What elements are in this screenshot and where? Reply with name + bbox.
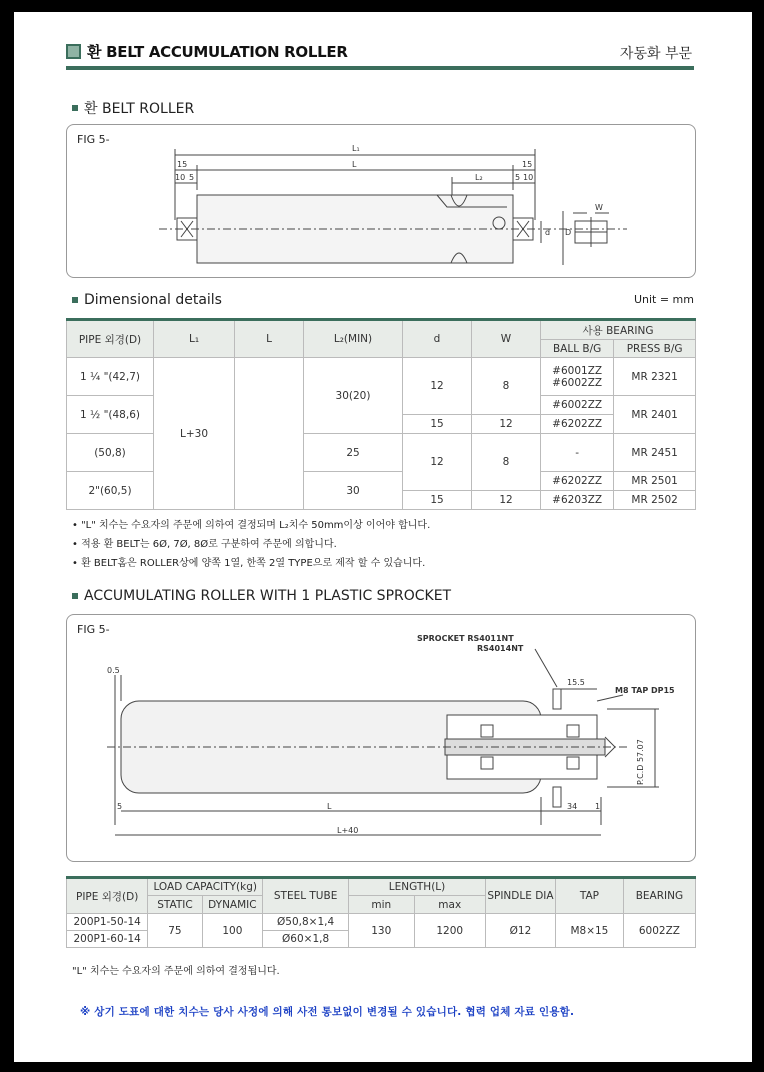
th-static: STATIC xyxy=(148,896,202,914)
dim-5: 5 xyxy=(117,802,123,811)
press-cell: MR 2321 xyxy=(614,358,696,396)
press-cell: MR 2401 xyxy=(614,396,696,434)
ball-cell: #6001ZZ #6002ZZ xyxy=(541,358,614,396)
model-cell: 200P1-60-14 xyxy=(67,931,148,948)
label-sprocket-2: RS4014NT xyxy=(477,644,524,653)
header-rule xyxy=(66,66,694,70)
section-dimensional-title: Dimensional details xyxy=(84,292,222,308)
dim-15b: 15 xyxy=(522,160,533,169)
press-cell: MR 2501 xyxy=(614,472,696,491)
section-accumulating-heading xyxy=(72,588,451,604)
th-pipe: PIPE 외경(D) xyxy=(67,878,148,914)
dim-5b: 5 xyxy=(515,173,521,182)
department-label: 자동화 부문 xyxy=(619,46,692,62)
footer-disclaimer: ※ 상기 도표에 대한 치수는 당사 사정에 의해 사전 통보없이 변경될 수 있습니다. 협력 업체 자료 인용함. xyxy=(80,1006,575,1018)
belt-roller-drawing xyxy=(67,125,695,277)
figure-label: FIG 5- xyxy=(77,623,110,636)
l2-cell: 30 xyxy=(304,472,403,510)
w-cell: 12 xyxy=(472,491,541,510)
label-sprocket-1: SPROCKET RS4011NT xyxy=(417,634,514,643)
bullet-square-icon xyxy=(72,593,78,599)
l1-cell: L+30 xyxy=(154,358,235,510)
catalog-page xyxy=(14,12,752,1062)
ball-cell: #6002ZZ xyxy=(541,396,614,415)
dim-w: W xyxy=(595,203,603,212)
d-cell: 12 xyxy=(403,358,472,415)
d-cell: 12 xyxy=(403,434,472,491)
w-cell: 8 xyxy=(472,434,541,491)
ball-cell: #6203ZZ xyxy=(541,491,614,510)
min-cell: 130 xyxy=(349,914,414,948)
dim-34: 34 xyxy=(567,802,578,811)
l-cell xyxy=(235,358,304,510)
section-belt-roller-title: 환 BELT ROLLER xyxy=(84,101,195,117)
th-ball: BALL B/G xyxy=(541,340,614,358)
th-d: d xyxy=(403,320,472,358)
note-line: • 적용 환 BELT는 6Ø, 7Ø, 8Ø로 구분하여 주문에 의합니다. xyxy=(72,539,337,550)
section-accumulating-title: ACCUMULATING ROLLER WITH 1 PLASTIC SPROCKET xyxy=(84,588,452,604)
th-pipe: PIPE 외경(D) xyxy=(67,320,154,358)
l2-cell: 30(20) xyxy=(304,358,403,434)
section-belt-roller-heading xyxy=(72,98,194,118)
dim-l: L xyxy=(327,802,332,811)
d-cell: 15 xyxy=(403,491,472,510)
th-dynamic: DYNAMIC xyxy=(202,896,263,914)
w-cell: 12 xyxy=(472,415,541,434)
dynamic-cell: 100 xyxy=(202,914,263,948)
note-line: • 환 BELT홈은 ROLLER상에 양쪽 1열, 한쪽 2열 TYPE으로 제작 할 수 있습니다. xyxy=(72,558,426,569)
dim-d: d xyxy=(545,228,551,237)
dim-1: 1 xyxy=(595,802,601,811)
static-cell: 75 xyxy=(148,914,202,948)
dimensional-table xyxy=(66,318,696,510)
th-max: max xyxy=(414,896,485,914)
tap-cell: M8×15 xyxy=(555,914,623,948)
figure-accumulating-roller xyxy=(66,614,696,862)
ball-cell: - xyxy=(541,434,614,472)
th-bearing: 사용 BEARING xyxy=(541,320,696,340)
title-square-icon xyxy=(66,44,81,59)
accumulating-roller-drawing xyxy=(67,615,695,861)
th-length: LENGTH(L) xyxy=(349,878,486,896)
th-l: L xyxy=(235,320,304,358)
dim-10b: 10 xyxy=(523,173,534,182)
ball-cell: #6202ZZ xyxy=(541,472,614,491)
th-press: PRESS B/G xyxy=(614,340,696,358)
page-title xyxy=(66,41,348,62)
th-l2: L₂(MIN) xyxy=(304,320,403,358)
press-cell: MR 2451 xyxy=(614,434,696,472)
th-load: LOAD CAPACITY(kg) xyxy=(148,878,263,896)
label-tap: M8 TAP DP15 xyxy=(615,686,675,695)
dim-15-5: 15.5 xyxy=(567,678,585,687)
note-table2: "L" 치수는 수요자의 주문에 의하여 결정됩니다. xyxy=(72,966,280,977)
notes-section1 xyxy=(72,516,430,573)
dim-l-40: L+40 xyxy=(337,826,359,835)
tube-cell: Ø50,8×1,4 xyxy=(263,914,349,931)
model-cell: 200P1-50-14 xyxy=(67,914,148,931)
th-tap: TAP xyxy=(555,878,623,914)
bullet-square-icon xyxy=(72,105,78,111)
pipe-cell: (50,8) xyxy=(67,434,154,472)
th-min: min xyxy=(349,896,414,914)
figure-belt-roller xyxy=(66,124,696,278)
figure-label: FIG 5- xyxy=(77,133,110,146)
section-dimensional-heading xyxy=(72,292,222,308)
bullet-square-icon xyxy=(72,297,78,303)
unit-label: Unit = mm xyxy=(633,293,694,306)
dim-10a: 10 xyxy=(175,173,186,182)
l2-cell: 25 xyxy=(304,434,403,472)
w-cell: 8 xyxy=(472,358,541,415)
label-pcd: P.C.D 57.07 xyxy=(636,739,645,785)
th-l1: L₁ xyxy=(154,320,235,358)
pipe-cell: 2"(60,5) xyxy=(67,472,154,510)
dim-l: L xyxy=(352,160,357,169)
dim-l1: L₁ xyxy=(352,144,360,153)
dim-D: D xyxy=(565,228,572,237)
ball-cell: #6202ZZ xyxy=(541,415,614,434)
th-w: W xyxy=(472,320,541,358)
spindle-cell: Ø12 xyxy=(485,914,555,948)
pipe-cell: 1 ¼ "(42,7) xyxy=(67,358,154,396)
th-bearing: BEARING xyxy=(623,878,695,914)
dim-l2: L₂ xyxy=(475,173,483,182)
pipe-cell: 1 ½ "(48,6) xyxy=(67,396,154,434)
bearing-cell: 6002ZZ xyxy=(623,914,695,948)
accumulating-roller-table xyxy=(66,876,696,948)
press-cell: MR 2502 xyxy=(614,491,696,510)
th-spindle: SPINDLE DIA xyxy=(485,878,555,914)
max-cell: 1200 xyxy=(414,914,485,948)
page-title-text: 환 BELT ACCUMULATION ROLLER xyxy=(87,43,348,61)
note-line: • "L" 치수는 수요자의 주문에 의하여 결정되며 L₂치수 50mm이상 이어야 합니다. xyxy=(72,520,431,531)
dim-5a: 5 xyxy=(189,173,195,182)
d-cell: 15 xyxy=(403,415,472,434)
dim-0-5: 0.5 xyxy=(107,666,120,675)
th-tube: STEEL TUBE xyxy=(263,878,349,914)
dim-15a: 15 xyxy=(177,160,188,169)
tube-cell: Ø60×1,8 xyxy=(263,931,349,948)
